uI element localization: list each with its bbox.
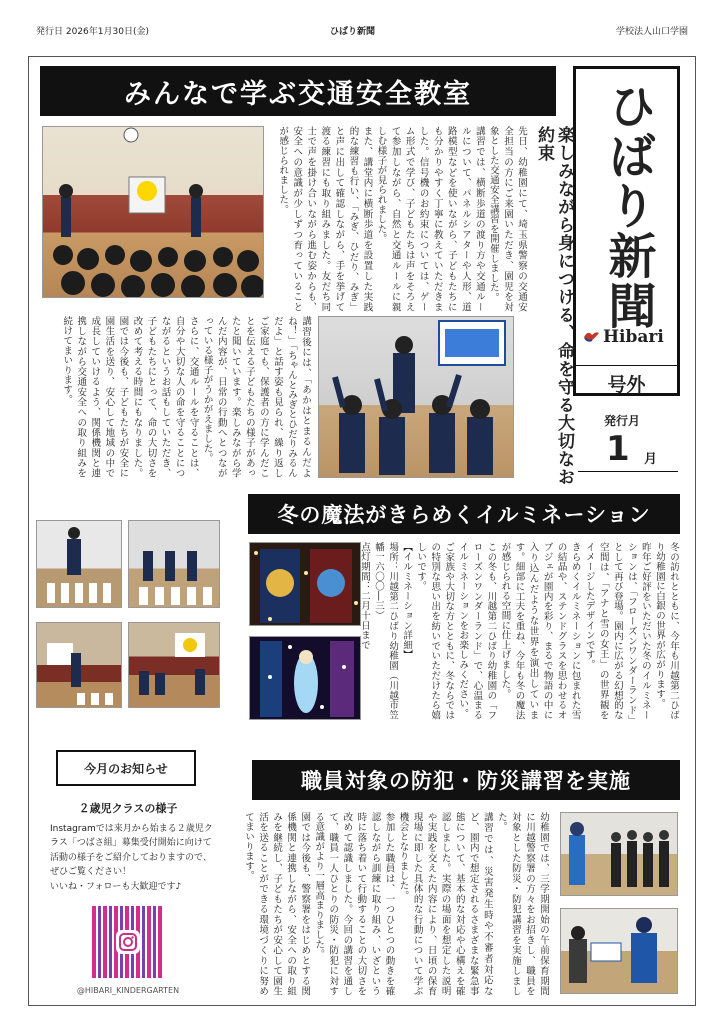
article1-text-bottom	[42, 316, 312, 478]
photo-illustration	[129, 623, 220, 708]
photo-illustration	[37, 623, 122, 708]
illumination-photo-1	[249, 542, 361, 626]
photo-illustration	[37, 521, 122, 608]
article3-para: 参加した職員は、一つひとつの動きを確認しながら訓練に取り組み、いざという時に落ち着いて行動することの大切さを改めて認識しました。今回の講習を通して、職員一人ひとりの防災・防犯に対する意識がより一層高まりました。	[313, 812, 395, 996]
month-unit: 月	[644, 452, 658, 467]
instagram-handle[interactable]: @HIBARI_KINDERGARTEN	[76, 986, 180, 995]
staff-training-photo-2	[560, 908, 678, 994]
instagram-icon	[119, 933, 137, 951]
article2-title: 冬の魔法がきらめくイルミネーション	[248, 494, 680, 534]
notice-body: Instagramでは来月から始まる２歳児クラス「つばさ組」募集受付開始に向けて活動の様子をご紹介しておりますので、ぜひご覧ください！ いいね・フォローも大歓迎です♪	[50, 824, 213, 892]
month-number: 1	[606, 429, 630, 469]
crosswalk-photo-2	[128, 520, 220, 608]
staff-training-photo-1	[560, 812, 678, 896]
issue-month	[578, 412, 678, 472]
notice-heading: ２歳児クラスの様子	[78, 802, 178, 815]
photo-illustration	[561, 909, 678, 994]
panel-theater-photo-2	[128, 622, 220, 708]
traffic-class-photo	[42, 126, 264, 298]
article3-para: 講習では、災害発生時や不審者対応など、園内で想定されるさまざまな緊急事態について、基本的な対応や心構えを確認しました。実際の場面を想定した説明や実践を交えた内容により、日頃の保育現場に即した具体的な行動について学ぶ機会となりました。	[397, 812, 493, 996]
article2-para: 場所：川越第二ひばり幼稚園（川越市笠幡一六〇〇―三）	[373, 542, 399, 720]
masthead-box	[573, 66, 680, 396]
article3-title: 職員対象の防犯・防災講習を実施	[252, 760, 680, 800]
article2-text	[358, 542, 680, 720]
masthead-title: ひばり新聞	[600, 81, 656, 331]
photo-illustration	[250, 543, 361, 626]
panel-theater-photo-1	[36, 622, 122, 708]
article2-para: ご家族や大切な方とともに、冬ならではの特別な思い出を紡いでいただけたら嬉しいです。	[415, 542, 455, 720]
paper-name: ひばり新聞	[330, 27, 376, 37]
month-label: 発行月	[604, 414, 641, 428]
article2-para: この冬も、川越第二ひばり幼稚園の「フローズンワンダーランド」で、心温まるイルミネーションをお楽しみください。	[457, 542, 497, 720]
bird-icon	[582, 329, 600, 345]
organization-name: 学校法人山口学園	[615, 27, 688, 37]
article3-para: 園では今後も、警察署をはじめとする関係機関と連携しながら、安全への取り組みを継続し、子どもたちが安心して園生活を送ることができる環境づくりに努めてまいります。	[243, 812, 311, 996]
photo-illustration	[43, 127, 264, 298]
article1-para: 講習では、横断歩道の渡り方や交通ルールについて、パネルシアターや人形、道路模型などを使いながら、子どもたちにも分かりやすく丁寧に教えていただきました。信号機のお約束については、ゲーム形式で学び、子どもたちは声をそろえて参加しながら、自然と交通ルールに親しむ様子が見られました。	[375, 126, 485, 312]
article1-subtitle: 楽しみながら身につける、命を守る大切なお約束	[534, 126, 574, 486]
article1-text-top	[272, 126, 528, 312]
hibari-logo: Hibari	[582, 327, 664, 347]
article1-para: さらに、交通ルールを守ることは、自分や大切な人の命を守ることにつながるというお話もしていただき、子どもたちにとって、命の大切さを改めて考える時間にもなりました。園では今後も、子どもたちが安全に園生活を送り、安心して地域の中で成長していけるよう、関係機関と連携しながら交通安全への取り組みを続けてまいります。	[61, 316, 199, 478]
crosswalk-photo-1	[36, 520, 122, 608]
article1-para: 先日、幼稚園にて、埼玉県警察の交通安全担当の方にご来園いただき、園児を対象とした交通安全講習を開催しました。	[487, 126, 527, 312]
article3-para: 幼稚園では、三学期開始の午前保育期間に川越警察署の方々をお招きし、職員を対象とした防災・防犯講習を実施しました。	[495, 812, 549, 996]
issue-date: 発行日 2026年1月30日(金)	[36, 27, 149, 37]
article2-para: 【イルミネーション詳細】	[401, 542, 413, 660]
illumination-photo-2	[249, 636, 361, 720]
photo-illustration	[319, 317, 514, 478]
article3-text	[243, 812, 550, 996]
children-raising-hands-photo	[318, 316, 514, 478]
notice-title-box: 今月のお知らせ	[56, 750, 196, 786]
photo-illustration	[250, 637, 361, 720]
article1-title: みんなで学ぶ交通安全教室	[40, 66, 556, 116]
article2-para: きらめくイルミネーションに包まれた雪の結晶や、ステンドグラスを思わせるオブジェが園内を彩り、まるで物語の中に入り込んだような世界を演出しています。細部に工夫を重ね、今年も冬の魔法が感じられる空間に仕上げました。	[499, 542, 581, 720]
photo-illustration	[561, 813, 678, 896]
article2-para: 点灯期間：二月十日まで	[358, 542, 370, 650]
article2-para: 冬の訪れとともに、今年も川越第二ひばり幼稚園に白銀の世界が広がります。	[653, 542, 679, 720]
edition-label: 号外	[576, 365, 677, 397]
article1-para: また、講堂内に横断歩道を設置した実践的な練習も行い、「みぎ、ひだり、みぎ」と声に出して確認しながら、手を挙げて渡る練習にも取り組みました。友だち同士で声を掛け合いながら進む姿からも、安全への意識が少しずつ育っていることが感じられました。	[277, 126, 373, 312]
article2-para: 昨年ご好評をいただいた冬のイルミネーションは、「フローズンワンダーランド」として再び登場。園内に広がる幻想的な空間は、「アナと雪の女王」の世界観をイメージしたデザインです。	[583, 542, 651, 720]
instagram-qr-code[interactable]	[92, 906, 164, 978]
photo-illustration	[129, 521, 220, 608]
article1-para: 講習後には、「あかはとまるんだよね！」「ちゃんとみぎとひだりみるんだよ」と話す姿も見られ、繰り返しご家庭でも、保護者の方に学んだことを伝える子どもたちの様子があったと聞いています。楽しみながら学んだ内容が、日常の行動へとつながっている様子がうかがえました。	[201, 316, 311, 478]
